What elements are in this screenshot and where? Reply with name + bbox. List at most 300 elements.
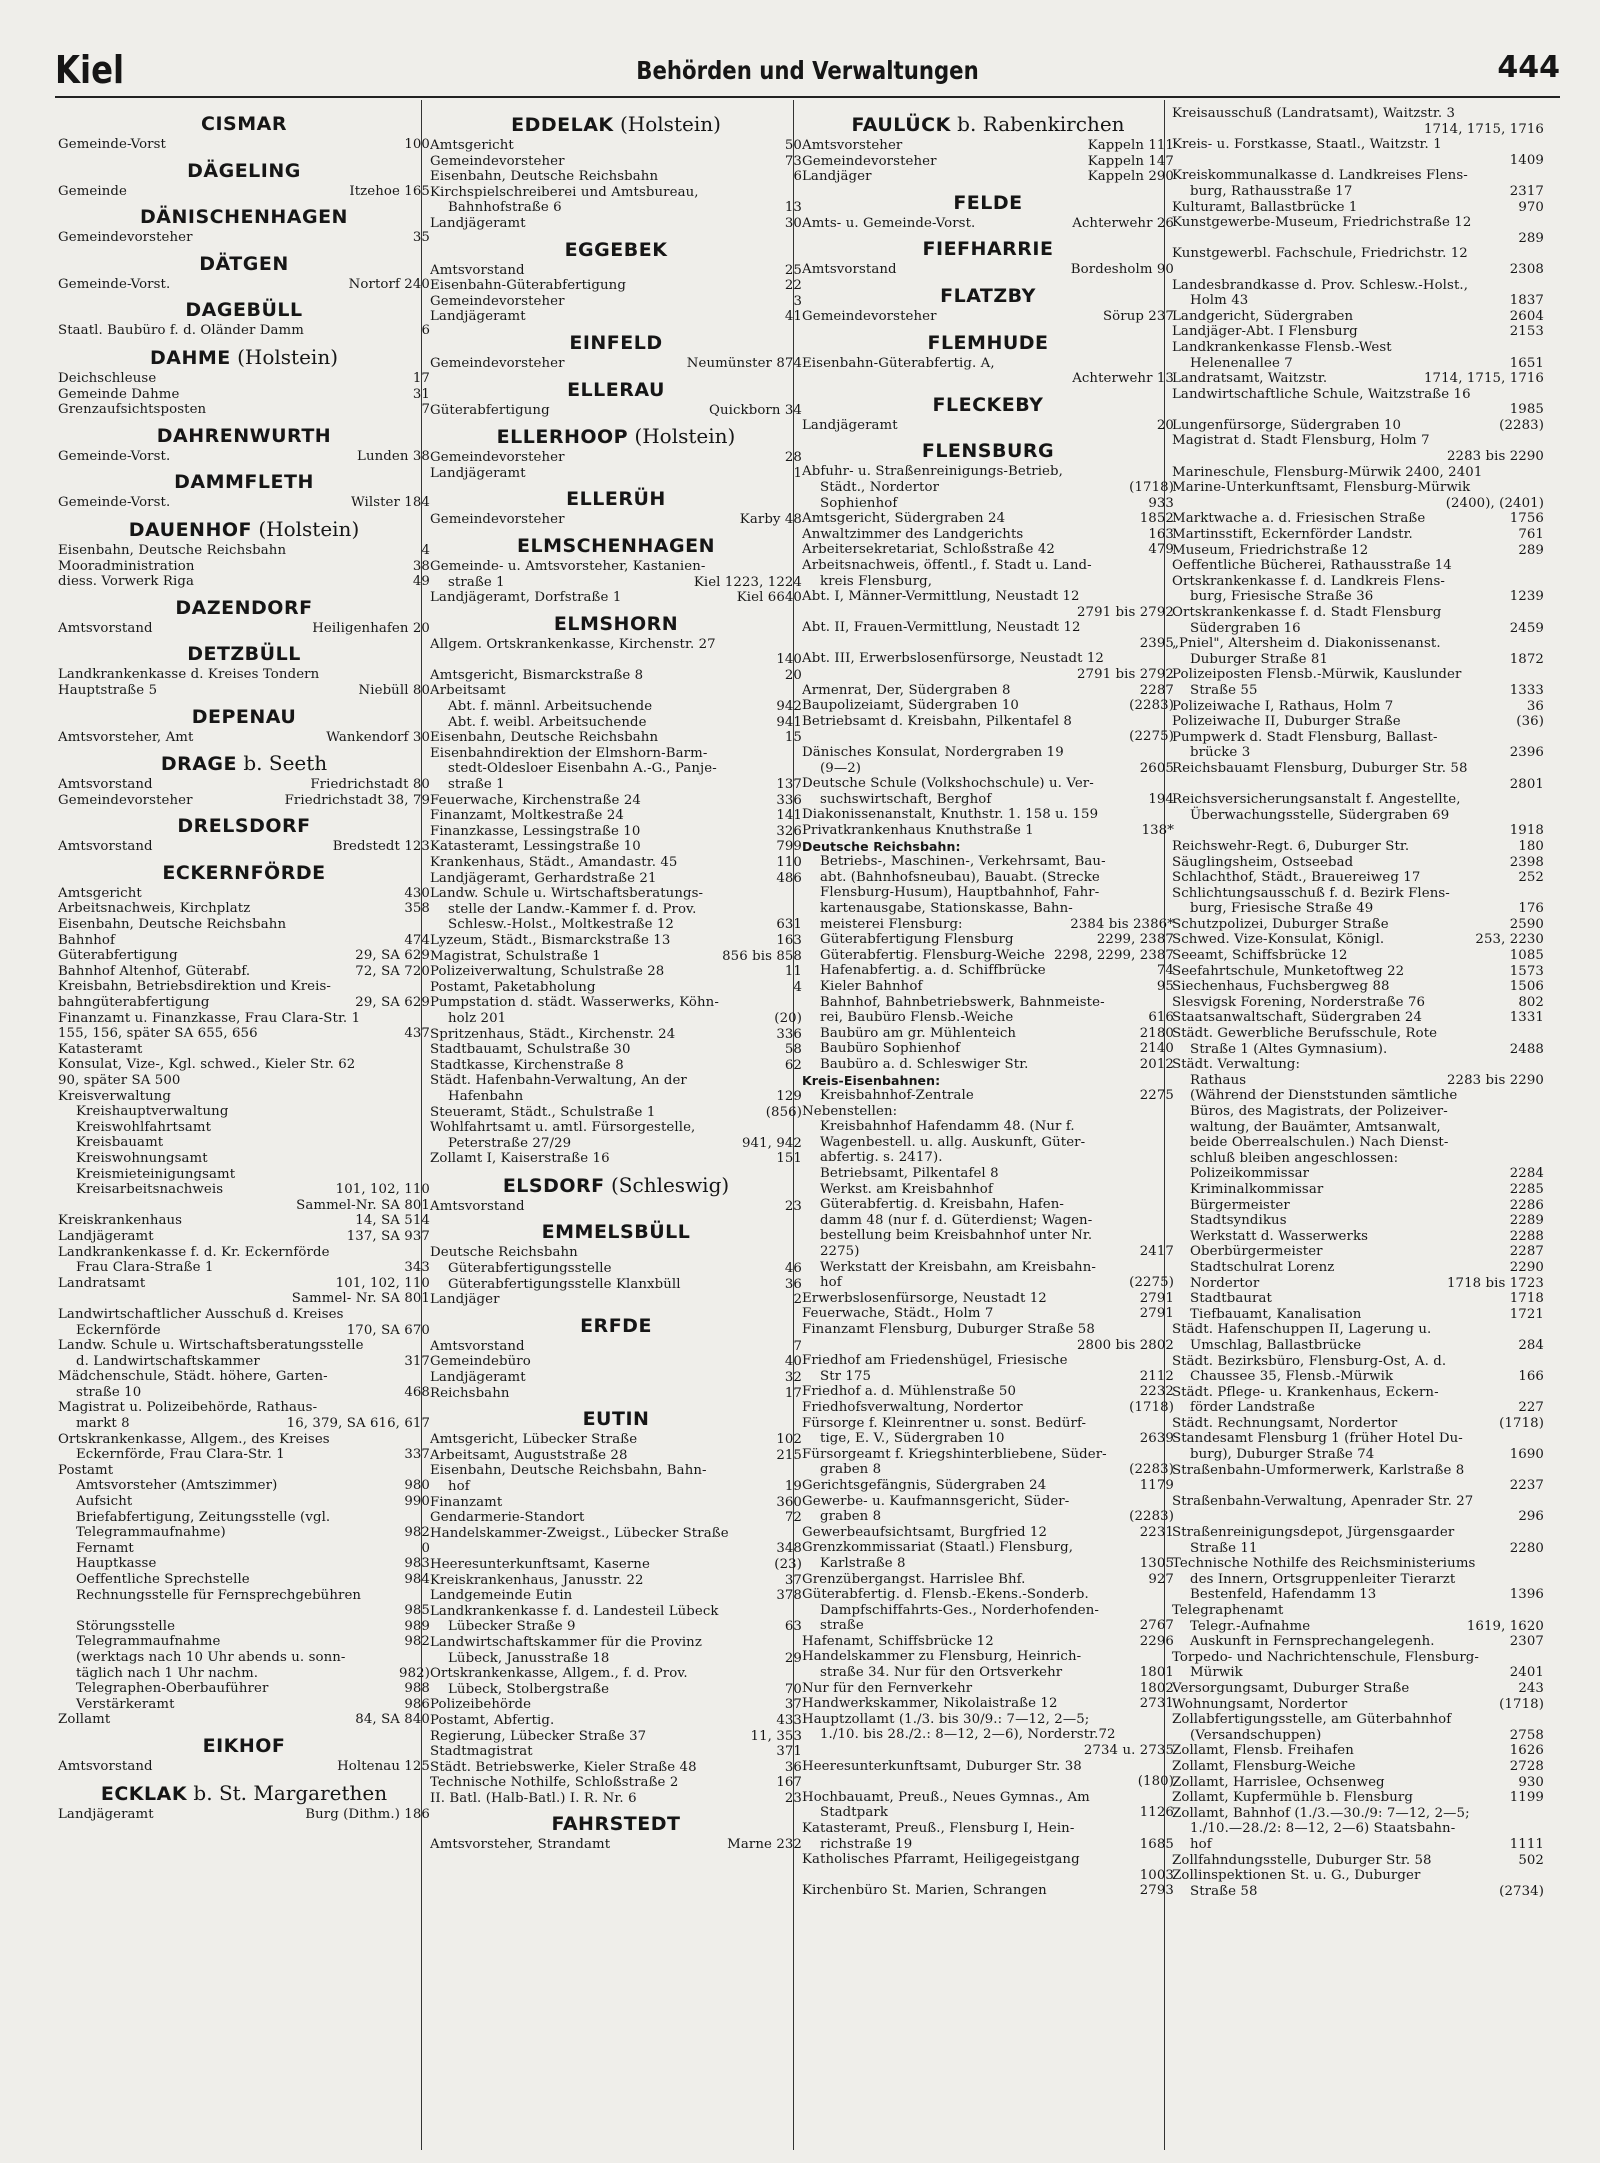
directory-entry xyxy=(430,1027,802,1043)
directory-entry xyxy=(58,1634,430,1650)
entry-number: 927 xyxy=(1148,1571,1174,1587)
entry-number xyxy=(1540,558,1544,574)
entry-name: Tiefbauamt, Kanalisation xyxy=(1190,1306,1362,1322)
place-qualifier: (Holstein) xyxy=(251,516,360,541)
directory-entry xyxy=(1172,761,1544,777)
entry-number: 1837 xyxy=(1509,293,1544,309)
entry-number: 46 xyxy=(784,1261,802,1277)
directory-entry xyxy=(802,1088,1174,1104)
directory-entry xyxy=(1172,449,1544,465)
directory-entry xyxy=(430,1526,802,1542)
directory-entry xyxy=(58,1011,430,1027)
entry-number: 2012 xyxy=(1139,1056,1174,1072)
entry-name: Zollamt, Bahnhof (1./3.—30./9: 7—12, 2—5; xyxy=(1172,1805,1470,1821)
place-heading xyxy=(802,113,1174,136)
directory-entry xyxy=(802,1228,1174,1244)
place-heading xyxy=(802,440,1174,462)
entry-name: Landesbrandkasse d. Prov. Schlesw.-Holst., xyxy=(1172,277,1469,293)
place-name: ELLERÜH xyxy=(566,488,666,511)
place-name: FAULÜCK xyxy=(851,114,951,136)
directory-entry xyxy=(430,1510,802,1526)
directory-entry xyxy=(58,1494,430,1510)
entry-name xyxy=(58,1603,400,1619)
entry-name xyxy=(1172,777,1506,793)
entry-name: Oeffentliche Bücherei, Rathausstraße 14 xyxy=(1172,558,1452,574)
entry-number: (2275) xyxy=(1129,1275,1174,1291)
entry-name: burg, Friesische Straße 36 xyxy=(1190,589,1374,605)
entry-number: 988 xyxy=(404,1681,430,1697)
entry-number: 371 xyxy=(776,1744,802,1760)
directory-entry xyxy=(1172,1821,1544,1837)
entry-name: Baubüro am gr. Mühlenteich xyxy=(820,1025,1017,1041)
directory-entry xyxy=(58,559,430,575)
entry-name: Bahnhof, Bahnbetriebswerk, Bahnmeiste- xyxy=(820,994,1105,1010)
entry-number: 982) xyxy=(399,1665,430,1681)
directory-entry xyxy=(802,480,1174,496)
place-heading xyxy=(58,1782,430,1805)
directory-entry xyxy=(1172,1073,1544,1089)
directory-entry xyxy=(802,464,1174,480)
place-heading xyxy=(58,113,430,135)
entry-name xyxy=(802,667,1073,683)
directory-entry xyxy=(430,902,802,918)
entry-number: 1714, 1715, 1716 xyxy=(1423,121,1544,137)
entry-number: 1718 bis 1723 xyxy=(1446,1275,1544,1291)
directory-entry xyxy=(1172,855,1544,871)
entry-name: Polizeiwache I, Rathaus, Holm 7 xyxy=(1172,698,1394,714)
directory-entry xyxy=(58,1712,430,1728)
directory-entry xyxy=(802,651,1174,667)
directory-entry xyxy=(1172,1416,1544,1432)
entry-number: 284 xyxy=(1518,1337,1544,1353)
directory-entry xyxy=(430,1837,802,1853)
entry-number: 1126 xyxy=(1139,1805,1174,1821)
entry-number: 19 xyxy=(784,1479,802,1494)
entry-name: Straßenbahn-Verwaltung, Apenrader Str. 27 xyxy=(1172,1493,1474,1509)
entry-name: Kreisbahnhof-Zentrale xyxy=(820,1088,974,1104)
entry-number: 1718 xyxy=(1509,1291,1544,1307)
entry-number: (23) xyxy=(774,1556,802,1572)
directory-entry xyxy=(802,1494,1174,1510)
directory-entry xyxy=(1172,1478,1544,1494)
directory-entry xyxy=(430,1292,802,1308)
directory-entry xyxy=(430,309,802,325)
directory-entry xyxy=(430,995,802,1011)
entry-number: 358 xyxy=(404,901,430,917)
directory-entry xyxy=(430,668,802,684)
directory-entry xyxy=(802,823,1174,839)
entry-number: 37 xyxy=(784,1572,802,1588)
place-heading xyxy=(430,1315,802,1337)
entry-name: Kreisbahnhof Hafendamm 48. (Nur f. xyxy=(820,1119,1075,1135)
directory-entry xyxy=(1172,1198,1544,1214)
entry-name: kreis Flensburg, xyxy=(820,573,933,589)
entry-name: Kirchspielschreiberei und Amtsbureau, xyxy=(430,184,699,200)
directory-entry xyxy=(802,1852,1174,1868)
directory-entry xyxy=(1172,574,1544,590)
entry-name: Gemeindebüro xyxy=(430,1354,531,1370)
entry-name: Abt. III, Erwerbslosenfürsorge, Neustadt 12 xyxy=(802,651,1104,667)
entry-name: Fernamt xyxy=(76,1540,134,1556)
entry-name: Gemeinde- u. Amtsvorsteher, Kastanien- xyxy=(430,558,706,574)
directory-entry xyxy=(802,356,1174,372)
entry-name xyxy=(802,1338,1073,1354)
directory-entry xyxy=(802,1696,1174,1712)
directory-entry xyxy=(1172,1431,1544,1447)
place-name: CISMAR xyxy=(201,113,287,135)
place-name: EIKHOF xyxy=(202,1734,286,1757)
entry-number: Marne 232 xyxy=(727,1837,802,1853)
directory-entry xyxy=(1172,1665,1544,1681)
entry-number xyxy=(1540,1603,1544,1619)
entry-number: 802 xyxy=(1518,994,1544,1010)
entry-name: Magistrat, Schulstraße 1 xyxy=(430,948,601,964)
entry-number xyxy=(1540,761,1544,777)
entry-name: Stadtkasse, Kirchenstraße 8 xyxy=(430,1057,624,1073)
directory-entry xyxy=(430,964,802,980)
entry-name: Finanzamt, Moltkestraße 24 xyxy=(430,808,624,824)
entry-number xyxy=(1540,1322,1544,1338)
entry-number: 502 xyxy=(1518,1852,1544,1868)
directory-entry xyxy=(1172,823,1544,839)
directory-entry xyxy=(802,154,1174,170)
entry-number: 194 xyxy=(1148,791,1174,807)
place-heading xyxy=(802,238,1174,260)
entry-name: Grenzkommissariat (Staatl.) Flensburg, xyxy=(802,1540,1074,1556)
directory-entry xyxy=(802,854,1174,870)
entry-name: Schutzpolizei, Duburger Straße xyxy=(1172,916,1389,932)
entry-number: 35 xyxy=(412,230,430,246)
entry-name: Eisenbahn, Deutsche Reichsbahn xyxy=(430,730,659,746)
entry-name: Eckernförde xyxy=(76,1322,161,1338)
entry-name: Deichschleuse xyxy=(58,370,157,386)
entry-number: 2317 xyxy=(1509,183,1544,199)
directory-entry xyxy=(1172,1775,1544,1791)
place-heading xyxy=(430,113,802,136)
entry-number: 137 xyxy=(776,777,802,793)
entry-number: 2731 xyxy=(1139,1696,1174,1712)
entry-number: 1651 xyxy=(1509,355,1544,371)
entry-number: 982 xyxy=(404,1634,430,1650)
entry-number: Kiel 1223, 1224 xyxy=(693,574,802,590)
place-qualifier: b. Seeth xyxy=(237,751,328,776)
directory-entry xyxy=(430,980,802,996)
directory-entry xyxy=(802,1587,1174,1603)
directory-entry xyxy=(1172,1884,1544,1900)
entry-number: 32 xyxy=(784,1370,802,1386)
directory-entry xyxy=(802,1166,1174,1182)
entry-name: Mürwik xyxy=(1190,1665,1243,1681)
directory-entry xyxy=(1172,1494,1544,1510)
directory-entry xyxy=(1172,1447,1544,1463)
directory-entry xyxy=(430,1386,802,1402)
directory-entry xyxy=(802,1665,1174,1681)
entry-number: 1506 xyxy=(1509,979,1544,995)
entry-number: 2232 xyxy=(1139,1384,1174,1400)
entry-name: Eisenbahn, Deutsche Reichsbahn xyxy=(430,169,659,185)
directory-entry xyxy=(58,184,430,200)
entry-name: Güterabfertigungsstelle xyxy=(448,1261,612,1277)
directory-entry xyxy=(1172,1541,1544,1557)
directory-entry xyxy=(58,793,430,809)
entry-name: (werktags nach 10 Uhr abends u. sonn- xyxy=(76,1649,346,1665)
entry-number xyxy=(1540,1821,1544,1837)
entry-name: Nordertor xyxy=(1190,1275,1260,1291)
entry-name: diess. Vorwerk Riga xyxy=(58,574,194,590)
directory-entry xyxy=(1172,886,1544,902)
entry-name: Gemeindevorsteher xyxy=(430,293,565,309)
entry-number: Bordesholm 90 xyxy=(1070,262,1174,278)
entry-number: 1396 xyxy=(1509,1587,1544,1603)
entry-number: 2180 xyxy=(1139,1025,1174,1041)
entry-name: Amtsgericht xyxy=(58,885,142,901)
entry-number: 170, SA 670 xyxy=(346,1322,430,1338)
place-name: ELMSCHENHAGEN xyxy=(517,534,715,557)
entry-name: Finanzamt Flensburg, Duburger Straße 58 xyxy=(802,1322,1095,1337)
directory-entry xyxy=(1172,1634,1544,1650)
entry-number: 2398 xyxy=(1509,854,1544,870)
entry-number: 2287 xyxy=(1139,682,1174,698)
place-name: DETZBÜLL xyxy=(187,643,301,666)
entry-name xyxy=(802,371,1068,387)
entry-number: 17 xyxy=(784,1385,802,1401)
entry-number: 2459 xyxy=(1509,620,1544,636)
directory-entry xyxy=(430,1277,802,1293)
entry-name: 90, später SA 500 xyxy=(58,1073,181,1088)
place-heading xyxy=(430,488,802,510)
entry-number: 2307 xyxy=(1509,1634,1544,1650)
directory-entry xyxy=(802,1400,1174,1416)
directory-entry xyxy=(802,1790,1174,1806)
directory-entry xyxy=(430,1651,802,1667)
entry-name: Stadtschulrat Lorenz xyxy=(1190,1259,1335,1275)
directory-entry xyxy=(430,1261,802,1277)
entry-name: Landwirtschaftliche Schule, Waitzstraße 16 xyxy=(1172,386,1471,402)
entry-number: 31 xyxy=(412,386,430,402)
entry-number: 2639 xyxy=(1139,1431,1174,1447)
entry-number: 2604 xyxy=(1509,308,1544,324)
directory-entry xyxy=(430,1588,802,1604)
entry-name: Straße 11 xyxy=(1190,1540,1258,1556)
entry-number: 252 xyxy=(1518,870,1544,886)
place-heading xyxy=(430,535,802,557)
directory-entry xyxy=(1172,137,1544,153)
directory-entry xyxy=(58,1260,430,1276)
directory-entry xyxy=(802,1743,1174,1759)
entry-number xyxy=(1540,792,1544,808)
directory-entry xyxy=(802,963,1174,979)
entry-name: Gemeinde-Vorst xyxy=(58,137,167,152)
directory-entry xyxy=(1172,215,1544,231)
entry-number xyxy=(1540,1120,1544,1136)
directory-entry xyxy=(1172,558,1544,574)
directory-entry xyxy=(430,1713,802,1729)
entry-number: 62 xyxy=(784,1057,802,1073)
entry-name: Güterabfertigungsstelle Klanxbüll xyxy=(448,1276,681,1292)
entry-name: Landw. Schule u. Wirtschaftsberatungs- xyxy=(430,886,704,902)
entry-number: (1718) xyxy=(1129,1399,1174,1415)
entry-name: Eisenbahndirektion der Elmshorn-Barm- xyxy=(430,745,708,761)
entry-number: 22 xyxy=(784,278,802,294)
entry-name: Krankenhaus, Städt., Amandastr. 45 xyxy=(430,855,678,870)
directory-entry xyxy=(58,1666,430,1682)
entry-name: Telegraphenamt xyxy=(1172,1603,1284,1618)
entry-name: suchswirtschaft, Berghof xyxy=(820,791,992,807)
directory-entry xyxy=(430,855,802,871)
directory-entry xyxy=(802,309,1174,325)
entry-name: burg), Duburger Straße 74 xyxy=(1190,1447,1375,1463)
directory-entry xyxy=(58,979,430,995)
entry-name: Zollabfertigungsstelle, am Güterbahnhof xyxy=(1172,1712,1452,1728)
entry-name: Städt. Pflege- u. Krankenhaus, Eckern- xyxy=(1172,1384,1439,1400)
entry-name: abt. (Bahnhofsneubau), Bauabt. (Strecke xyxy=(820,869,1100,885)
directory-entry xyxy=(802,1634,1174,1650)
directory-entry xyxy=(802,792,1174,808)
entry-number: 1085 xyxy=(1509,948,1544,964)
directory-entry xyxy=(430,278,802,294)
entry-number: 2728 xyxy=(1509,1758,1544,1774)
entry-name: Abt. f. männl. Arbeitsuchende xyxy=(448,699,653,715)
entry-number: 2289 xyxy=(1509,1213,1544,1229)
entry-number: Niebüll 80 xyxy=(358,682,430,698)
place-name: DAZENDORF xyxy=(175,596,313,619)
entry-number xyxy=(1540,1712,1544,1728)
entry-number: 1333 xyxy=(1509,682,1544,698)
entry-name: Zollamt, Harrislee, Ochsenweg xyxy=(1172,1774,1385,1790)
entry-number: 11, 353 xyxy=(750,1728,802,1744)
entry-number xyxy=(1540,480,1544,496)
entry-name: Konsulat, Vize-, Kgl. schwed., Kieler Str. 62 xyxy=(58,1057,356,1073)
entry-number: 37 xyxy=(784,1697,802,1713)
directory-entry xyxy=(58,387,430,403)
entry-name: Büros, des Magistrats, der Polizeiver- xyxy=(1190,1104,1448,1119)
directory-entry xyxy=(430,1448,802,1464)
directory-entry xyxy=(430,1136,802,1152)
place-name: FLEMHUDE xyxy=(927,331,1049,354)
entry-name: Kreisbauamt xyxy=(76,1135,164,1151)
entry-name: Arbeitsamt xyxy=(430,683,506,699)
place-name: ELLERHOOP xyxy=(496,426,629,449)
directory-entry xyxy=(430,466,802,482)
place-name: ECKERNFÖRDE xyxy=(162,861,326,884)
directory-entry xyxy=(430,777,802,793)
directory-entry xyxy=(1172,1229,1544,1245)
entry-number: 296 xyxy=(1518,1509,1544,1525)
entry-name: Arbeitsnachweis, Kirchplatz xyxy=(58,901,251,917)
entry-name: Finanzamt u. Finanzkasse, Frau Clara-Str. 1 xyxy=(58,1010,361,1026)
entry-number: 163 xyxy=(776,932,802,948)
entry-name: Gemeindevorsteher xyxy=(430,450,565,466)
entry-name: II. Batl. (Halb-Batl.) I. R. Nr. 6 xyxy=(430,1790,637,1806)
directory-entry xyxy=(1172,1307,1544,1323)
entry-name: Hafenbahn xyxy=(448,1088,524,1104)
directory-entry xyxy=(1172,1681,1544,1697)
place-heading xyxy=(802,332,1174,354)
place-heading xyxy=(58,253,430,275)
directory-entry xyxy=(802,1041,1174,1057)
entry-name: Frau Clara-Straße 1 xyxy=(76,1260,214,1276)
entry-number: (856) xyxy=(765,1104,802,1120)
entry-name: Amtsgericht, Bismarckstraße 8 xyxy=(430,667,644,683)
directory-entry xyxy=(802,1618,1174,1634)
entry-number: 1985 xyxy=(1509,402,1544,418)
entry-name: Städt. Rechnungsamt, Nordertor xyxy=(1172,1415,1398,1431)
entry-name: Eisenbahn-Güterabfertigung xyxy=(430,278,626,294)
place-name: DEPENAU xyxy=(191,705,297,728)
entry-number: 479 xyxy=(1148,542,1174,558)
directory-entry xyxy=(1172,1010,1544,1026)
entry-name: Polizeiverwaltung, Schulstraße 28 xyxy=(430,964,665,980)
directory-entry xyxy=(430,917,802,933)
place-name: DAHME xyxy=(149,346,231,369)
entry-name: Landjägeramt xyxy=(58,1228,154,1244)
entry-name: Sophienhof xyxy=(820,495,898,511)
entry-number: 2801 xyxy=(1509,776,1544,792)
entry-number: Friedrichstadt 80 xyxy=(310,777,430,793)
entry-name: Versorgungsamt, Duburger Straße xyxy=(1172,1680,1410,1696)
directory-entry xyxy=(1172,652,1544,668)
entry-name: burg, Friesische Straße 49 xyxy=(1190,901,1374,917)
place-heading xyxy=(430,379,802,401)
directory-entry xyxy=(802,574,1174,590)
entry-number: Bredstedt 123 xyxy=(332,839,430,855)
entry-name: Friedhof am Friedenshügel, Friesische xyxy=(802,1353,1068,1369)
entry-name xyxy=(802,636,1136,652)
entry-number: (2734) xyxy=(1499,1883,1544,1899)
entry-name: straße 34. Nur für den Ortsverkehr xyxy=(820,1665,1063,1681)
directory-entry xyxy=(802,1868,1174,1884)
entry-name: Stadtpark xyxy=(820,1805,888,1821)
entry-number: 110 xyxy=(776,855,802,870)
directory-entry xyxy=(1172,1182,1544,1198)
directory-entry xyxy=(430,1089,802,1105)
entry-name: graben 8 xyxy=(820,1462,882,1478)
entry-number: 378 xyxy=(776,1588,802,1604)
directory-entry xyxy=(58,667,430,683)
directory-entry xyxy=(430,1791,802,1807)
directory-entry xyxy=(430,1120,802,1136)
directory-entry xyxy=(1172,808,1544,824)
place-heading xyxy=(58,815,430,837)
directory-entry xyxy=(1172,1650,1544,1666)
entry-name: Zollamt I, Kaiserstraße 16 xyxy=(430,1151,610,1167)
entry-number: 1 xyxy=(793,465,802,481)
entry-number: (36) xyxy=(1516,714,1544,730)
entry-number xyxy=(1540,1354,1544,1370)
directory-entry xyxy=(58,948,430,964)
entry-number: Holtenau 125 xyxy=(337,1758,430,1774)
place-heading xyxy=(58,471,430,493)
directory-entry xyxy=(1172,1853,1544,1869)
entry-name: Friedhof a. d. Mühlenstraße 50 xyxy=(802,1384,1017,1400)
directory-entry xyxy=(1172,1026,1544,1042)
entry-name: Abt. II, Frauen-Vermittlung, Neustadt 12 xyxy=(802,620,1081,636)
entry-number: 2112 xyxy=(1139,1368,1174,1384)
directory-entry xyxy=(58,683,430,699)
entry-name: Zollamt, Flensburg-Weiche xyxy=(1172,1758,1356,1774)
directory-entry xyxy=(1172,1743,1544,1759)
entry-name xyxy=(1172,496,1442,512)
entry-number: 616 xyxy=(1148,1010,1174,1026)
directory-entry xyxy=(1172,340,1544,356)
entry-name: holz 201 xyxy=(448,1010,507,1026)
directory-entry xyxy=(802,1026,1174,1042)
directory-entry xyxy=(1172,387,1544,403)
directory-entry xyxy=(1172,1697,1544,1713)
entry-name: Gemeinde-Vorst. xyxy=(58,448,171,464)
entry-name: Gemeinde-Vorst. xyxy=(58,495,171,511)
place-name: FLATZBY xyxy=(940,284,1036,307)
